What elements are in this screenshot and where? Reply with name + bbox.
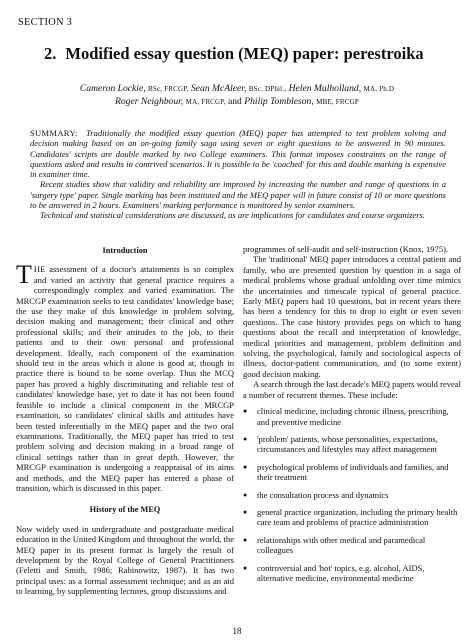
summary-abstract: [30, 128, 446, 221]
history-paragraph: Now widely used in undergraduate and postgraduate medical education in the United Kingdom and throughout the world, the MEQ paper in its present format is largely the result of development by the Royal College of General Practitioners (Feletti and Smith, 1986; Rabinowitz, 1987). It has two principal uses: as a formal assessment technique; and as an aid to learning, by supplementing lectures, group discussions and: [16, 523, 234, 597]
right-column: [243, 244, 461, 590]
introduction-heading: Introduction: [102, 246, 148, 255]
theme-list: [243, 406, 461, 583]
list-item: ● clinical medicine, including chronic illness, prescribing, and preventive medicine: [243, 406, 461, 427]
summary-paragraph: [30, 128, 446, 179]
drop-cap: T: [16, 260, 32, 290]
summary-label: SUMMARY:: [30, 128, 78, 138]
author-degrees: MBE, FRCGP: [316, 97, 359, 106]
author-degrees: BSc, FRCGP,: [148, 85, 189, 93]
intro-paragraph: [16, 260, 234, 493]
article-title-text: Modified essay question (MEQ) paper: perestroika: [65, 44, 424, 63]
article-number: 2.: [44, 44, 57, 63]
summary-text: Traditionally the modified essay question (MEQ) paper has attempted to test problem solving and decision making based on an on-going family saga using seven or eight questions to be answered in 90 minutes. Candidates' scripts are double marked by two College examiners. This format imposes constraints on the range of questions asked and results in contrived scenarios. It is possible to be 'coached' for this and double marking is expensive in examiner time.: [30, 128, 446, 180]
article-title: [44, 44, 424, 64]
list-item: ● controversial and 'hot' topics, e.g. alcohol, AIDS, alternative medicine, environmental medicine: [243, 563, 461, 584]
body-paragraph: The 'traditional' MEQ paper introduces a central patient and family, who are presented question by question in a saga of medical problems whose gradual unfolding over time mimics the uncertainties and timescale typical of general practice. Early MEQ papers had 10 questions, but in recent years there has been a tendency for this to drop to eight or even seven questions. The case history provides pegs on which to hang questions about the recall and interpretation of knowledge, medical priorities and management, problem definition and solving, the psychological, family and sociological aspects of illness, doctor-patient communication, and (to some extent) good decision making.: [243, 254, 461, 379]
section-label: SECTION 3: [18, 17, 73, 28]
list-item: ● 'problem' patients, whose personalities, expectations, circumstances and lifestyles may affect management: [243, 434, 461, 455]
author-degrees: BSc, DPhil.,: [248, 85, 287, 93]
page-number: 18: [232, 626, 242, 636]
summary-paragraph: Technical and statistical considerations are discussed, as are implications for candidates and course organizers.: [40, 210, 425, 221]
author-name: Philip Tombleson,: [244, 95, 314, 107]
author-degrees: MA, Ph.D: [363, 85, 395, 93]
author-degrees: MA, FRCGP,: [185, 97, 226, 106]
author-name: Sean McAleer,: [190, 83, 247, 94]
left-column: [16, 246, 234, 597]
list-item: ● general practice organization, including the primary health care team and problems of practice administration: [243, 507, 461, 528]
intro-text: HE assessment of a doctor's attainments is so complex and varied an activity that general practice requires a correspondingly complex and varied examination. The MRCGP examination seeks to test candidates' knowledge base; the use they make of this knowledge in problem solving, decision making and management; their clinical and other professional skills; and their attitudes to the job, to their patients and to their own personal and professional development. Ideally, each component of the examination should test in the areas which it alone is good at, though in practice there is bound to be some overlap. Thus the MCQ paper has proved a highly discriminating and reliable test of candidates' knowledge base, yet to date it has not been found feasible to include a clinical component in the MRCGP examination, so candidates' clinical skills and attitudes have been tested inferentially in the MEQ paper and the two oral examinations. Traditionally, the MEQ paper has tried to test problem solving and decision making in a broad range of clinical settings rather than in great depth. However, the MRCGP examination is undergoing a reappraisal of its aims and methods, and the MEQ paper has entered a phase of transition, which is discussed in this paper.: [16, 264, 234, 493]
summary-paragraph: Recent studies show that validity and reliability are improved by increasing the number and range of questions in a 'surgery type' paper. Single marking has been instituted and the MEQ paper will in future consist of 10 or more questions to be answered in 2 hours. Examiners' marking performance is monitored by senior examiners.: [30, 179, 446, 211]
continued-paragraph: programmes of self-audit and self-instruction (Knox, 1975).: [243, 244, 449, 254]
list-item: ● relationships with other medical and paramedical colleagues: [243, 535, 461, 556]
body-paragraph: A search through the last decade's MEQ papers would reveal a number of recurrent themes. These include:: [243, 379, 461, 400]
list-item: ● the consultation process and dynamics: [243, 490, 461, 500]
author-name: Roger Neighbour,: [115, 95, 184, 107]
list-item: ● psychological problems of individuals and families, and their treatment: [243, 462, 461, 483]
history-heading: History of the MEQ: [89, 505, 161, 515]
author-name: Cameron Lockie,: [79, 83, 146, 94]
author-list: [16, 83, 458, 108]
author-joiner: and: [227, 95, 242, 107]
author-name: Helen Mulholland,: [288, 83, 362, 94]
